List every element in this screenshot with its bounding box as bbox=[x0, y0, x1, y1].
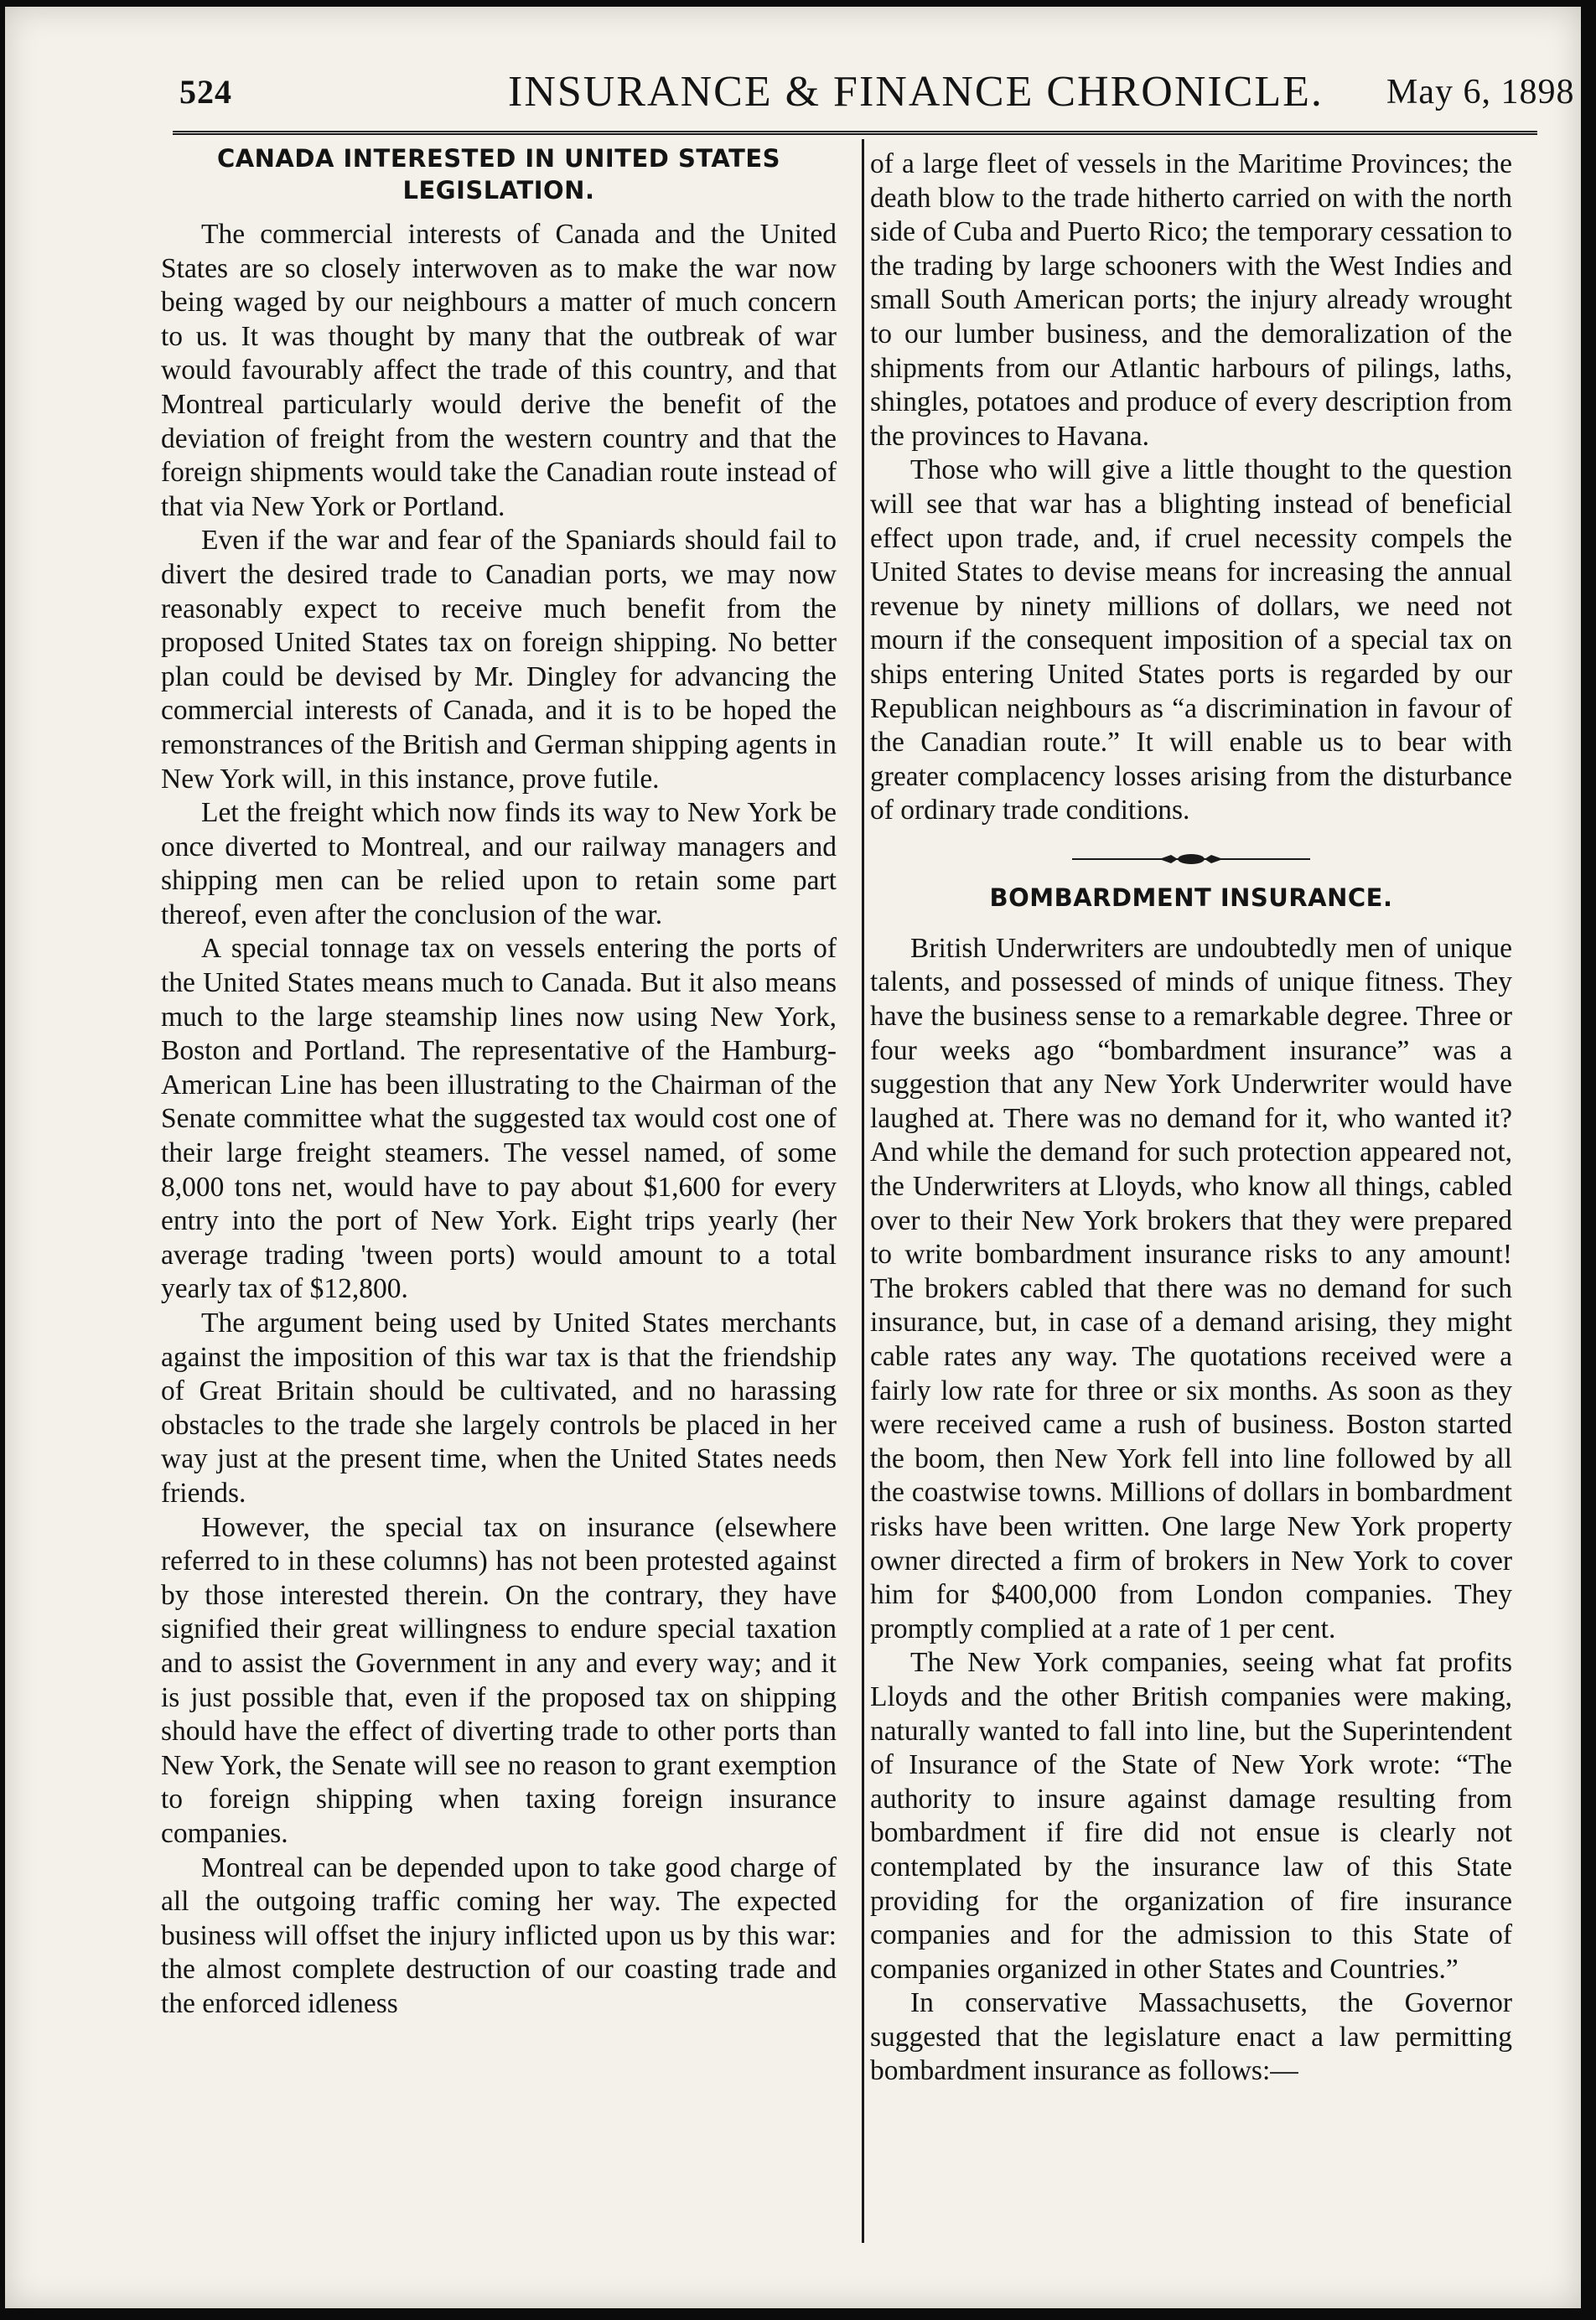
issue-date: May 6, 1898 bbox=[1386, 73, 1575, 111]
column-rule bbox=[862, 139, 864, 2243]
newspaper-page bbox=[5, 7, 1581, 2308]
article-paragraph: The commercial interests of Canada and the United States are so closely interwoven as to make the war now being waged by our neighbours a matter of much concern to us. It was thought by many that the outbreak of war would favourably affect the trade of this country, and that Montreal particularly would derive the benefit of the deviation of freight from the western country and that the foreign shipments would take the Canadian route instead of that via New York or Portland. bbox=[161, 219, 837, 522]
right-column bbox=[870, 148, 1512, 2089]
article-paragraph: Those who will give a little thought to the question will see that war has a blighting instead of beneficial effect upon trade, and, if cruel necessity compels the United States to devise means for increasing the annual revenue by ninety millions of dollars, we need not mourn if the consequent imposition of a special tax on ships entering United States ports is regarded by our Republican neighbours as “a discrimination in favour of the Canadian route.” It will enable us to bear with greater complacency losses arising from the disturbance of ordinary trade conditions. bbox=[870, 454, 1512, 826]
running-head bbox=[5, 7, 1581, 132]
article-paragraph: Montreal can be depended upon to take good charge of all the outgoing traffic coming her way. The expected business will offset the injury inflicted upon us by this war: the almost complete destruction of our coasting trade and the enforced idleness bbox=[161, 1851, 837, 2019]
section-divider-ornament bbox=[1072, 852, 1310, 867]
article-paragraph: A special tonnage tax on vessels entering the ports of the United States means much to Canada. But it also means much to the large steamship lines now using New York, Boston and Portland. The representative of the Hamburg-American Line has been illustrating to the Chairman of the Senate committee what the suggested tax would cost one of their large freight steamers. The vessel named, of some 8,000 tons net, would have to pay about $1,600 for every entry into the port of New York. Eight trips yearly (her average trading 'tween ports) would amount to a total yearly tax of $12,800. bbox=[161, 933, 837, 1305]
article-paragraph: Even if the war and fear of the Spaniards should fail to divert the desired trade to Canadian ports, we may now reasonably expect to receive much benefit from the proposed United States tax on foreign shipping. No better plan could be devised by Mr. Dingley for advancing the commercial interests of Canada, and it is to be hoped the remonstrances of the British and German shipping agents in New York will, in this instance, prove futile. bbox=[161, 525, 837, 795]
continued-paragraph: of a large fleet of vessels in the Maritime Provinces; the death blow to the trade hitherto carried on with the north side of Cuba and Puerto Rico; the temporary cessation to the trading by large schooners with the West Indies and small South American ports; the injury already wrought to our lumber business, and the demoralization of the shipments from our Atlantic harbours of pilings, laths, shingles, potatoes and produce of every description from the provinces to Havana. bbox=[870, 148, 1512, 452]
article-paragraph: The argument being used by United States merchants against the imposition of this war tax is that the friendship of Great Britain should be cultivated, and no harassing obstacles to the trade she largely controls be placed in her way just at the present time, when the United States needs friends. bbox=[161, 1308, 837, 1509]
article-paragraph: However, the special tax on insurance (elsewhere referred to in these columns) has not been protested against by those interested therein. On the contrary, they have signified their great willingness to endure special taxation and to assist the Government in any and every way; and it is just possible that, even if the proposed tax on shipping should have the effect of diverting trade to other ports than New York, the Senate will see no reason to grant exemption to foreign shipping when taxing foreign insurance companies. bbox=[161, 1511, 837, 1849]
journal-title: INSURANCE & FINANCE CHRONICLE. bbox=[508, 68, 1324, 116]
left-column bbox=[161, 142, 837, 2021]
article-heading-canada: CANADA INTERESTED IN UNITED STATES LEGISLATION. bbox=[216, 144, 781, 205]
article-paragraph: In conservative Massachusetts, the Governor suggested that the legislature enact a law permitting bombardment insurance as follows:— bbox=[870, 1987, 1512, 2087]
article-paragraph: The New York companies, seeing what fat profits Lloyds and the other British companies were making, naturally wanted to fall into line, but the Superintendent of Insurance of the State of New York wrote: “The authority to insure against damage resulting from bombardment if fire did not ensue is clearly not contemplated by the insurance law of this State providing for the organization of fire insurance companies and for the admission to this State of companies organized in other States and Countries.” bbox=[870, 1647, 1512, 1985]
article-paragraph: Let the freight which now finds its way to New York be once diverted to Montreal, and our railway managers and shipping men can be relied upon to retain some part thereof, even after the conclusion of the war. bbox=[161, 797, 837, 930]
article-heading-bombardment: BOMBARDMENT INSURANCE. bbox=[989, 883, 1393, 912]
header-rule bbox=[173, 131, 1537, 135]
article-paragraph: British Underwriters are undoubtedly men of unique talents, and possessed of minds of unique fitness. They have the business sense to a remarkable degree. Three or four weeks ago “bombardment insurance” was a suggestion that any New York Underwriter would have laughed at. There was no demand for it, who wanted it? And while the demand for such protection appeared not, the Underwriters at Lloyds, who know all things, cabled over to their New York brokers that they were prepared to write bombardment insurance risks to any amount! The brokers cabled that there was no demand for such insurance, but, in case of a demand arising, they might cable rates any way. The quotations received were a fairly low rate for three or six months. As soon as they were received came a rush of business. Boston started the boom, then New York fell into line followed by all the coastwise towns. Millions of dollars in bombardment risks have been written. One large New York property owner directed a firm of brokers in New York to cover him for $400,000 from London companies. They promptly complied at a rate of 1 per cent. bbox=[870, 932, 1512, 1644]
page-number: 524 bbox=[179, 73, 232, 111]
